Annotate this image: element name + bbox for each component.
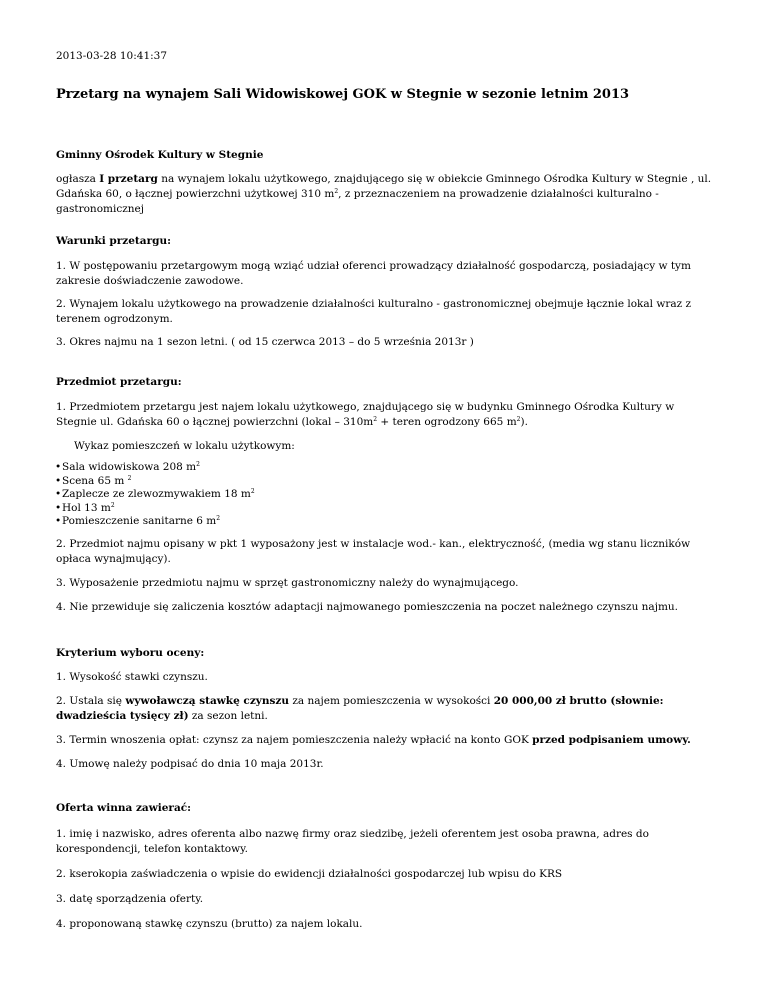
criteria-section (56, 646, 716, 772)
room-text: Scena 65 m (62, 474, 128, 487)
offer-item: 2. kserokopia zaświadczenia o wpisie do ewidencji działalności gospodarczej lub wpisu do KRS (56, 868, 563, 880)
condition-item: 3. Okres najmu na 1 sezon letni. ( od 15 czerwca 2013 – do 5 września 2013r ) (56, 336, 474, 348)
room-text: Hol 13 m (62, 501, 111, 514)
organizer-heading: Gminny Ośrodek Kultury w Stegnie (56, 149, 264, 161)
superscript: 2 (127, 474, 132, 482)
subject-heading: Przedmiot przetargu: (56, 376, 182, 388)
subject-text: 1. Przedmiotem przetargu jest najem lokalu użytkowego, znajdującego się w budynku Gminnego Ośrodka Kultury w Stegnie ul. Gdańska 60 o łącznej powierzchni (lokal – 310m (56, 401, 675, 428)
announcement-text-3: , z przeznaczeniem na prowadzenie działalności kulturalno - gastronomicznej (56, 188, 659, 215)
offer-item: 3. datę sporządzenia oferty. (56, 893, 204, 905)
page-title: Przetarg na wynajem Sali Widowiskowej GOK w Stegnie w sezonie letnim 2013 (56, 87, 630, 102)
rooms-list-label: Wykaz pomieszczeń w lokalu użytkowym: (74, 440, 295, 452)
announcement-bold: I przetarg (99, 173, 158, 185)
offer-item: 4. proponowaną stawkę czynszu (brutto) za najem lokalu. (56, 918, 363, 930)
superscript: 2 (110, 501, 115, 509)
criteria-bold-2: 20 000,00 zł brutto (słownie: dwadzieścia tysięcy zł) (56, 695, 664, 722)
criteria-text-2: za najem pomieszczenia w wysokości (289, 695, 494, 707)
subject-text-2: + teren ogrodzony 665 m (377, 416, 517, 428)
room-text: Pomieszczenie sanitarne 6 m (62, 515, 217, 527)
criteria-bold: przed podpisaniem umowy. (532, 734, 691, 746)
superscript: 2 (196, 461, 200, 468)
list-item (56, 461, 716, 475)
offer-item: 1. imię i nazwisko, adres oferenta albo nazwę firmy oraz siedzibę, jeżeli oferentem jest osoba prawna, adres do korespondencji, telefon kontaktowy. (56, 828, 649, 855)
intro-section (56, 148, 716, 217)
criteria-item: 1. Wysokość stawki czynszu. (56, 671, 208, 683)
criteria-heading: Kryterium wyboru oceny: (56, 647, 205, 659)
superscript: 2 (334, 188, 339, 195)
offer-heading: Oferta winna zawierać: (56, 802, 192, 814)
superscript: 2 (373, 416, 378, 423)
superscript: 2 (516, 416, 521, 423)
rooms-list (56, 461, 716, 529)
criteria-text: 3. Termin wnoszenia opłat: czynsz za najem pomieszczenia należy wpłacić na konto GOK (56, 734, 533, 746)
condition-item: 1. W postępowaniu przetargowym mogą wziąć udział oferenci prowadzący działalność gospodarczą, posiadający w tym zakresie doświadczenie zawodowe. (56, 260, 691, 287)
announcement-text-2: na wynajem lokalu użytkowego, znajdującego się w obiekcie Gminnego Ośrodka Kultury w Stegnie , ul. Gdańska 60, o łącznej powierzchni użytkowej 310 m (56, 173, 712, 200)
announcement-text: ogłasza (56, 173, 100, 185)
subject-item: 3. Wyposażenie przedmiotu najmu w sprzęt gastronomiczny należy do wynajmującego. (56, 576, 519, 589)
timestamp: 2013-03-28 10:41:37 (56, 50, 168, 62)
superscript: 2 (250, 488, 255, 495)
offer-section (56, 801, 716, 932)
criteria-bold: wywoławczą stawkę czynszu (125, 695, 290, 707)
criteria-item (56, 733, 716, 748)
criteria-item (56, 694, 716, 724)
announcement-paragraph (56, 172, 716, 217)
conditions-heading: Warunki przetargu: (56, 235, 171, 247)
list-item (56, 475, 716, 489)
criteria-item: 4. Umowę należy podpisać do dnia 10 maja 2013r. (56, 758, 324, 770)
room-text: Zaplecze ze zlewozmywakiem 18 m (62, 488, 251, 500)
conditions-section (56, 234, 716, 350)
condition-item: 2. Wynajem lokalu użytkowego na prowadzenie działalności kulturalno - gastronomicznej obejmuje łącznie lokal wraz z terenem ogrodzonym. (56, 298, 692, 325)
list-item (56, 502, 716, 516)
subject-item (56, 400, 716, 430)
subject-text-3: ). (520, 416, 528, 428)
list-item (56, 515, 716, 529)
subject-item: 2. Przedmiot najmu opisany w pkt 1 wyposażony jest w instalacje wod.- kan., elektryczność, (media wg stanu liczników opłaca wynajmujący). (56, 537, 691, 565)
criteria-text: 2. Ustala się (56, 695, 126, 707)
subject-section (56, 375, 716, 615)
subject-item: 4. Nie przewiduje się zaliczenia kosztów adaptacji najmowanego pomieszczenia na poczet należnego czynszu najmu. (56, 600, 679, 613)
criteria-text-3: za sezon letni. (188, 710, 268, 722)
superscript: 2 (216, 515, 221, 522)
room-text: Sala widowiskowa 208 m (62, 461, 197, 473)
list-item (56, 488, 716, 502)
